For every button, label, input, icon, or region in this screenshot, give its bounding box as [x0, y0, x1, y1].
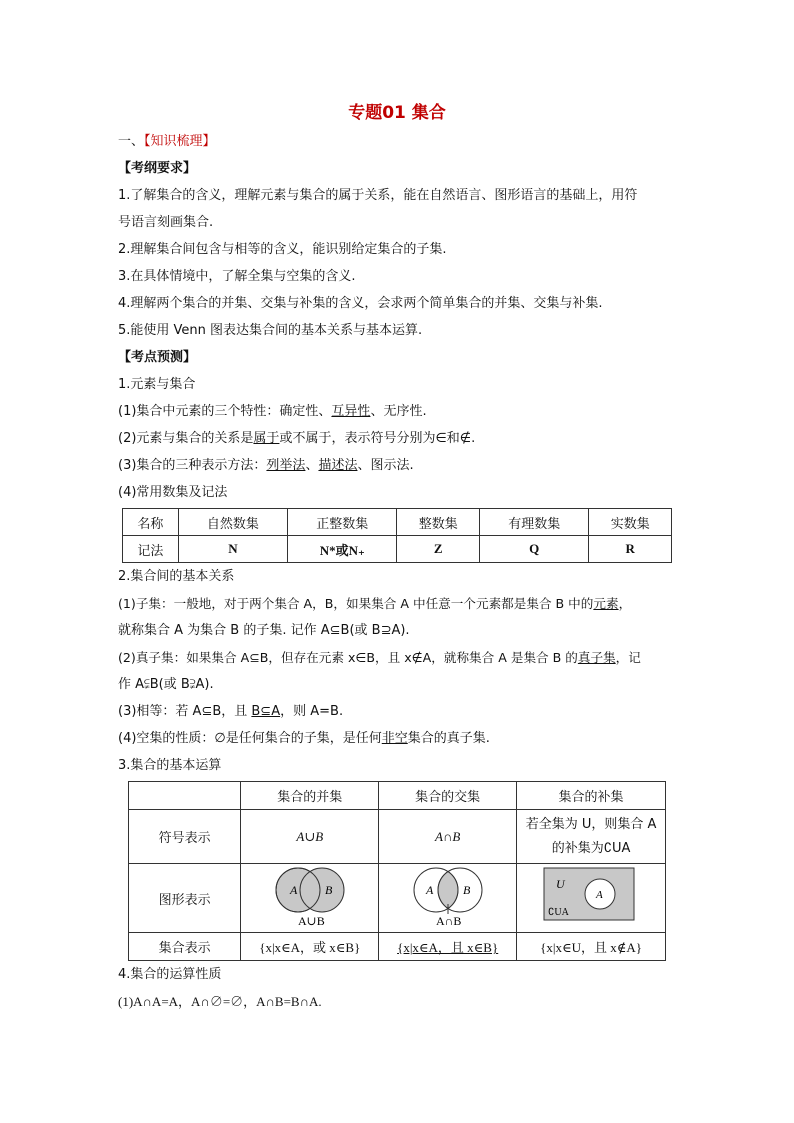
- text: (4)空集的性质：∅是任何集合的子集，是任何: [118, 731, 382, 746]
- point-2-2a: [118, 644, 678, 671]
- table-cell: N*或N₊: [288, 536, 397, 563]
- point-2-2b: 作 A⫋B(或 B⫌A).: [118, 677, 214, 692]
- point-2-3: [118, 698, 678, 725]
- complement-text-line: 若全集为 U，则集合 A: [525, 816, 657, 832]
- text: 或不属于，表示符号分别为∈和∉.: [279, 431, 476, 446]
- point-2-1b: 就称集合 A 为集合 B 的子集. 记作 A⊆B(或 B⊇A).: [118, 623, 410, 638]
- table-header-cell: 名称: [123, 509, 179, 536]
- underlined-term: 元素: [593, 596, 619, 611]
- point-2-1a: [118, 590, 678, 617]
- table-row: [129, 933, 666, 961]
- table-cell: A∩B: [379, 810, 517, 864]
- table-cell: 集合表示: [129, 933, 241, 961]
- set-operations-table: [128, 781, 666, 961]
- point-1-4: (4)常用数集及记法: [118, 485, 228, 500]
- underlined-term: 互异性: [331, 404, 371, 419]
- number-sets-table: [122, 508, 672, 563]
- table-row: [123, 536, 672, 563]
- point-1-heading: 1.元素与集合: [118, 377, 196, 392]
- table-header-cell: 自然数集: [178, 509, 287, 536]
- requirement-1a: 1.了解集合的含义，理解元素与集合的属于关系，能在自然语言、图形语言的基础上，用符: [118, 188, 638, 203]
- venn-caption: A∩B: [435, 914, 461, 928]
- text: (1)子集：一般地，对于两个集合 A，B，如果集合 A 中任意一个元素都是集合 B 中的: [118, 596, 594, 611]
- text: (2)元素与集合的关系是: [118, 431, 254, 446]
- key-points-heading: 【考点预测】: [118, 350, 197, 365]
- underlined-term: 属于: [253, 431, 280, 446]
- table-header-cell: 有理数集: [480, 509, 589, 536]
- requirement-4: 4.理解两个集合的并集、交集与补集的含义，会求两个简单集合的并集、交集与补集.: [118, 296, 603, 311]
- table-cell: [517, 810, 666, 864]
- table-cell: R: [589, 536, 672, 563]
- underlined-term: 列举法: [266, 458, 306, 473]
- point-3-heading: 3.集合的基本运算: [118, 758, 222, 773]
- point-4-heading: 4.集合的运算性质: [118, 967, 222, 982]
- text: 、图示法.: [357, 458, 414, 473]
- table-header-cell: 正整数集: [288, 509, 397, 536]
- table-header-cell: 集合的交集: [379, 782, 517, 810]
- table-cell: {x|x∈A，且 x∈B}: [379, 933, 517, 961]
- point-1-2: [118, 425, 678, 452]
- text: (1)集合中元素的三个特性：确定性、: [118, 404, 332, 419]
- table-cell: Q: [480, 536, 589, 563]
- point-2-heading: 2.集合间的基本关系: [118, 569, 235, 584]
- table-row: [129, 782, 666, 810]
- venn-union-diagram: [250, 864, 370, 928]
- underlined-term: 描述法: [318, 458, 358, 473]
- syllabus-heading: 【考纲要求】: [118, 161, 197, 176]
- text: ，: [618, 596, 632, 611]
- point-1-3: [118, 452, 678, 479]
- text: 、无序性.: [370, 404, 427, 419]
- requirement-5: 5.能使用 Venn 图表达集合间的基本关系与基本运算.: [118, 323, 423, 338]
- table-row: [123, 509, 672, 536]
- table-cell: 记法: [123, 536, 179, 563]
- venn-overlap: [438, 872, 458, 909]
- table-cell: 图形表示: [129, 864, 241, 933]
- underlined-term: 真子集: [577, 650, 616, 665]
- table-cell: A∪B: [241, 810, 379, 864]
- text: (2)真子集：如果集合 A⊆B，但存在元素 x∈B，且 x∉A，就称集合 A 是集合 B 的: [118, 650, 578, 665]
- complement-text-line: 的补集为∁UA: [551, 840, 631, 856]
- text: (3)相等：若 A⊆B，且: [118, 704, 252, 719]
- point-2-4: [118, 725, 678, 752]
- section-number: 一、: [118, 134, 145, 149]
- table-header-cell: 整数集: [397, 509, 480, 536]
- section-heading: [118, 128, 678, 155]
- table-cell: {x|x∈U，且 x∉A}: [517, 933, 666, 961]
- venn-complement-diagram: [526, 864, 656, 928]
- table-cell: [379, 864, 517, 933]
- document-body: [118, 128, 678, 1015]
- table-cell: {x|x∈A，或 x∈B}: [241, 933, 379, 961]
- text: 集合的真子集.: [407, 731, 490, 746]
- venn-label-u: U: [556, 877, 565, 891]
- underlined-term: 非空: [381, 731, 408, 746]
- requirement-3: 3.在具体情境中，了解全集与空集的含义.: [118, 269, 356, 284]
- point-4-1: (1)A∩A=A，A∩∅=∅，A∩B=B∩A.: [118, 994, 322, 1009]
- text: ，则 A=B.: [280, 704, 344, 719]
- underlined-term: B⊆A: [251, 704, 281, 719]
- table-header-cell: 集合的并集: [241, 782, 379, 810]
- venn-label-a: A: [425, 883, 433, 897]
- table-cell: [517, 864, 666, 933]
- table-header-cell: 实数集: [589, 509, 672, 536]
- venn-label-b: B: [324, 883, 333, 897]
- section-label: 【知识梳理】: [144, 134, 216, 149]
- venn-caption: A∪B: [297, 914, 325, 928]
- text: 、: [305, 458, 319, 473]
- venn-label-b: B: [462, 883, 470, 897]
- venn-label-a: A: [596, 889, 603, 901]
- page-title: 专题01 集合: [348, 103, 446, 123]
- point-1-1: [118, 398, 678, 425]
- requirement-1b: 号语言刻画集合.: [118, 215, 214, 230]
- requirement-2: 2.理解集合间包含与相等的含义，能识别给定集合的子集.: [118, 242, 447, 257]
- table-cell: N: [178, 536, 287, 563]
- table-cell: [241, 864, 379, 933]
- venn-caption: ∁UA: [548, 907, 569, 918]
- table-header-cell: 集合的补集: [517, 782, 666, 810]
- table-header-cell: [129, 782, 241, 810]
- table-cell: 符号表示: [129, 810, 241, 864]
- venn-circle-b: [300, 868, 344, 912]
- table-cell: Z: [397, 536, 480, 563]
- table-row: [129, 864, 666, 933]
- table-row: [129, 810, 666, 864]
- text: ，记: [615, 650, 641, 665]
- text: (3)集合的三种表示方法：: [118, 458, 267, 473]
- venn-label-a: A: [289, 883, 298, 897]
- venn-intersection-diagram: [388, 864, 508, 928]
